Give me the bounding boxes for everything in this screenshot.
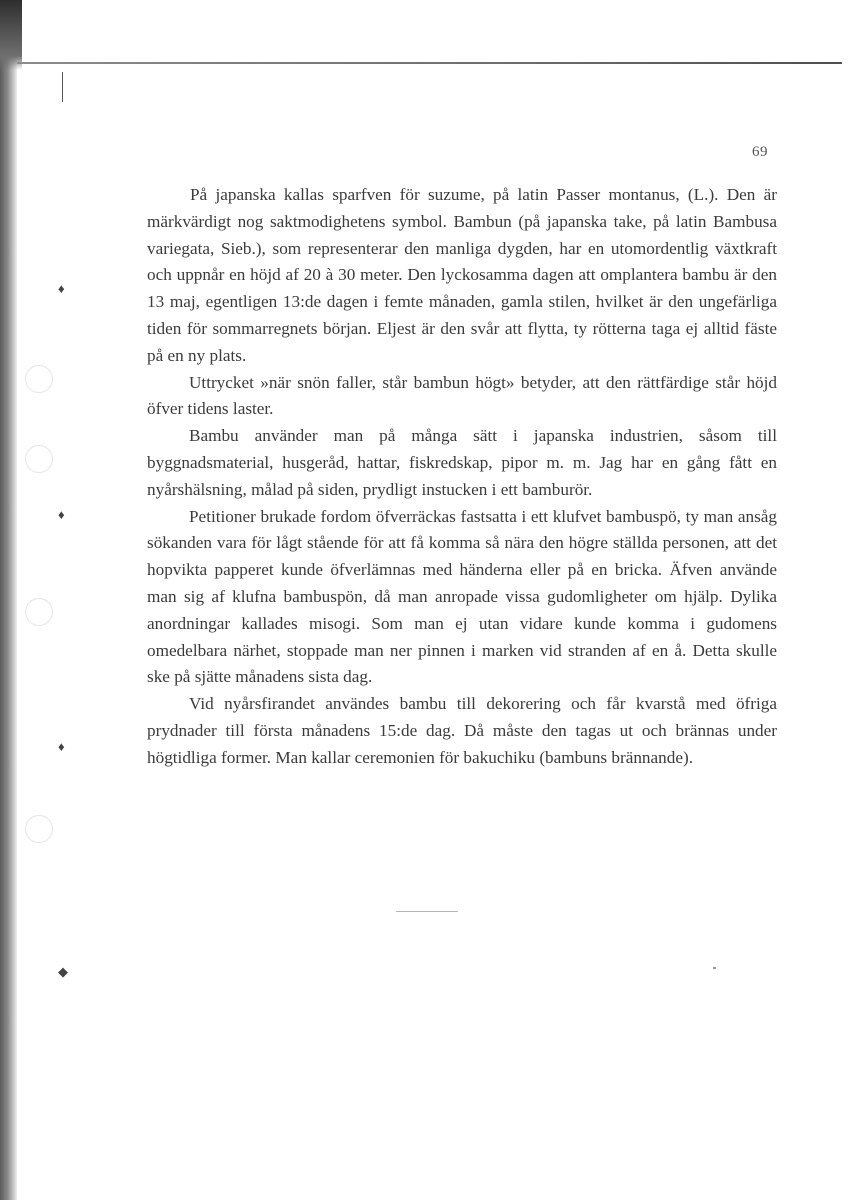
punch-hole — [25, 815, 53, 843]
paragraph: Uttrycket »när snön faller, står bambun högt» betyder, att den rättfärdige står höjd öfver tidens laster. — [147, 372, 777, 419]
scan-edge-shadow — [0, 0, 17, 1200]
punch-hole — [25, 445, 53, 473]
body-text — [147, 182, 777, 772]
paragraph: Petitioner brukade fordom öfverräckas fastsatta i ett klufvet bambuspö, ty man ansåg sökanden vara för lågt stående för att få komma så nära den högre ställda personen, att det hopvikta papperet kunde öfverlämnas med händerna eller på en bricka. Äfven använde man sig af klufna bambuspön, då man anropade vissa gudomligheter om hjälp. Dylika anordningar kallades misogi. Som man ej utan vidare kunde komma i gudomens omedelbara närhet, stoppade man ner pinnen i marken vid stranden af en å. Detta skulle ske på sjätte månadens sista dag. — [147, 506, 777, 687]
paragraph: Bambu använder man på många sätt i japanska industrien, såsom till byggnadsmaterial, husgeråd, hattar, fiskredskap, pipor m. m. Jag har en gång fått en nyårshälsning, målad på siden, prydligt instucken i ett bamburör. — [147, 426, 777, 499]
page-number: 69 — [752, 144, 768, 160]
margin-tick — [62, 72, 63, 102]
paragraph: Vid nyårsfirandet användes bambu till dekorering och får kvarstå med öfriga prydnader till första månadens 15:de dag. Då måste den tagas ut och brännas under högtidliga former. Man kallar ceremonien för bakuchiku (bambuns brännande). — [147, 694, 777, 767]
margin-mark: ♦ — [58, 281, 65, 296]
scan-speck — [713, 967, 716, 969]
margin-mark: ◆ — [58, 964, 68, 979]
scan-corner-shadow — [0, 0, 22, 70]
top-border-line — [17, 62, 842, 64]
section-divider — [396, 911, 458, 912]
paragraph: På japanska kallas sparfven för suzume, på latin Passer montanus, (L.). Den är märkvärdigt nog saktmodighetens symbol. Bambun (på japanska take, på latin Bambusa variegata, Sieb.), som representerar den manliga dygden, har en utomordentlig växtkraft och uppnår en höjd af 20 à 30 meter. Den lyckosamma dagen att omplantera bambu är den 13 maj, egentligen 13:de dagen i femte månaden, gamla stilen, hvilket är den ungefärliga tiden för sommarregnets början. Eljest är den svår att flytta, ty rötterna taga ej alltid fäste på en ny plats. — [147, 185, 777, 365]
margin-mark: ♦ — [58, 739, 65, 754]
punch-hole — [25, 598, 53, 626]
margin-mark: ♦ — [58, 507, 65, 522]
punch-hole — [25, 365, 53, 393]
